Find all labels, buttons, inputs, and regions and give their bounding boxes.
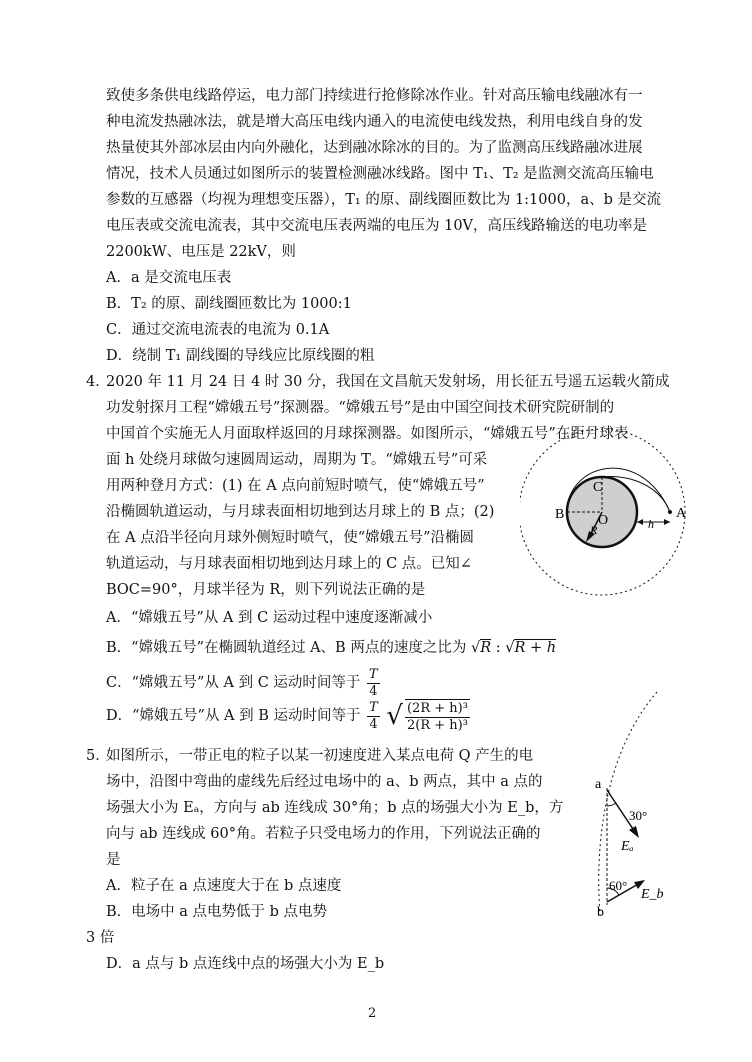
q5-line-3: 场强大小为 Eₐ，方向与 ab 连线成 30°角；b 点的场强大小为 E_b，方 bbox=[106, 800, 564, 816]
q5-line-2: 场中，沿图中弯曲的虚线先后经过电场中的 a、b 两点，其中 a 点的 bbox=[106, 774, 543, 790]
q3-line-6: 电压表或交流电流表，其中交流电压表两端的电压为 10V，高压线路输送的电功率是 bbox=[106, 218, 648, 234]
label-c: C bbox=[593, 480, 603, 495]
q4-option-a: A．“嫦娥五号”从 A 到 C 运动过程中速度逐渐减小 bbox=[106, 610, 433, 626]
orbit-figure bbox=[520, 424, 695, 599]
q3-line-2: 种电流发热融冰法，就是增大高压电线内通入的电流使电线发热，利用电线自身的发 bbox=[106, 114, 643, 130]
q4-line-1: 2020 年 11 月 24 日 4 时 30 分，我国在文昌航天发射场，用长征五号遥五运载火箭成 bbox=[106, 374, 670, 390]
q5-option-a: A．粒子在 a 点速度大于在 b 点速度 bbox=[106, 878, 342, 894]
point-a bbox=[668, 510, 672, 514]
q5-line-1: 如图所示，一带正电的粒子以某一初速度进入某点电荷 Q 产生的电 bbox=[106, 748, 534, 764]
sqrt-r-plus-h-radicand: R + h bbox=[514, 640, 557, 656]
sqrt-r-radicand: R bbox=[480, 640, 492, 656]
label-angle-60: 60° bbox=[609, 878, 628, 893]
fraction-numerator: T bbox=[369, 666, 378, 682]
height-arrow-left bbox=[637, 519, 643, 525]
q5-line-4: 向与 ab 连线成 60°角。若粒子只受电场力的作用，下列说法正确的 bbox=[106, 826, 541, 842]
radical-denominator: 2(R + h)³ bbox=[406, 717, 468, 733]
q4-option-d bbox=[106, 694, 472, 742]
q3-line-3: 热量使其外部冰层由内向外融化，达到融冰除冰的目的。为了监测高压线路融冰进展 bbox=[106, 140, 643, 156]
label-eb: E_b bbox=[641, 887, 664, 902]
label-a-point: a bbox=[595, 777, 602, 792]
radical-fraction bbox=[405, 699, 470, 734]
q3-line-5: 参数的互感器（均视为理想变压器），T₁ 的原、副线圈匝数比为 1:1000，a、b 是交流 bbox=[106, 192, 661, 208]
q4-option-c-text: C．“嫦娥五号”从 A 到 C 运动时间等于 bbox=[106, 675, 361, 691]
sqrt-r: √R bbox=[470, 640, 492, 656]
q5-option-d: D．a 点与 b 点连线中点的场强大小为 E_b bbox=[106, 956, 385, 972]
ea-arrow-head bbox=[629, 826, 639, 838]
q4-line-7: 在 A 点沿半径向月球外侧短时喷气，使“嫦娥五号”沿椭圆 bbox=[106, 530, 475, 546]
q4-line-9: BOC=90°，月球半径为 R，则下列说法正确的是 bbox=[106, 582, 426, 598]
ratio-sep: : bbox=[495, 640, 501, 656]
q4-option-b-text: B．“嫦娥五号”在椭圆轨道经过 A、B 两点的速度之比为 bbox=[106, 640, 467, 656]
q4-line-4: 面 h 处绕月球做匀速圆周运动，周期为 T。“嫦娥五号”可采 bbox=[106, 452, 488, 468]
q3-line-4: 情况，技术人员通过如图所示的装置检测融冰线路。图中 T₁、T₂ 是监测交流高压输电 bbox=[106, 166, 654, 182]
q3-option-a: A．a 是交流电压表 bbox=[106, 270, 232, 286]
q4-line-6: 沿椭圆轨道运动，与月球表面相切地到达月球上的 B 点；(2) bbox=[106, 504, 495, 520]
label-h: h bbox=[648, 517, 654, 531]
q5-stray-text: 3 倍 bbox=[86, 930, 115, 946]
q5-number: 5． bbox=[86, 748, 110, 764]
fraction-denominator: 4 bbox=[369, 683, 378, 699]
label-b-point: b bbox=[597, 905, 604, 920]
height-arrow-right bbox=[664, 519, 670, 525]
q3-option-b: B．T₂ 的原、副线圈匝数比为 1000:1 bbox=[106, 296, 352, 312]
q4-line-8: 轨道运动，与月球表面相切地到达月球上的 C 点。已知∠ bbox=[106, 556, 472, 572]
fraction-t-over-4-d bbox=[367, 700, 380, 733]
q3-option-d: D．绕制 T₁ 副线圈的导线应比原线圈的粗 bbox=[106, 348, 375, 364]
label-ea: Eₐ bbox=[621, 839, 634, 854]
q5-option-b: B．电场中 a 点电势低于 b 点电势 bbox=[106, 904, 328, 920]
label-a: A bbox=[676, 506, 687, 521]
q3-option-c: C．通过交流电流表的电流为 0.1A bbox=[106, 322, 330, 338]
fraction-numerator-d: T bbox=[369, 699, 378, 715]
q4-number: 4． bbox=[86, 374, 110, 390]
q3-line-1: 致使多条供电线路停运，电力部门持续进行抢修除冰作业。针对高压输电线融冰有一 bbox=[106, 88, 643, 104]
radical-numerator: (2R + h)³ bbox=[406, 700, 468, 716]
label-r: R bbox=[590, 523, 598, 537]
q5-line-5: 是 bbox=[106, 852, 121, 868]
q4-option-d-text: D．“嫦娥五号”从 A 到 B 运动时间等于 bbox=[106, 708, 361, 724]
label-b: B bbox=[555, 507, 565, 522]
radical-sign: √ bbox=[386, 701, 403, 731]
sqrt-r-plus-h: √R + h bbox=[505, 640, 557, 656]
page-number: 2 bbox=[368, 1006, 377, 1021]
field-figure bbox=[585, 690, 705, 920]
q4-line-3: 中国首个实施无人月面取样返回的月球探测器。如图所示，“嫦娥五号”在距月球表 bbox=[106, 426, 629, 442]
q4-line-5: 用两种登月方式：(1) 在 A 点向前短时喷气，使“嫦娥五号” bbox=[106, 478, 485, 494]
angle-arc-a bbox=[607, 803, 616, 806]
q3-line-7: 2200kW、电压是 22kV，则 bbox=[106, 244, 296, 260]
label-o: O bbox=[598, 513, 609, 528]
q4-option-b bbox=[106, 638, 556, 658]
label-angle-30: 30° bbox=[629, 808, 648, 823]
q4-line-2: 功发射探月工程“嫦娥五号”探测器。“嫦娥五号”是由中国空间技术研究院研制的 bbox=[106, 400, 615, 416]
fraction-denominator-d: 4 bbox=[369, 716, 378, 732]
